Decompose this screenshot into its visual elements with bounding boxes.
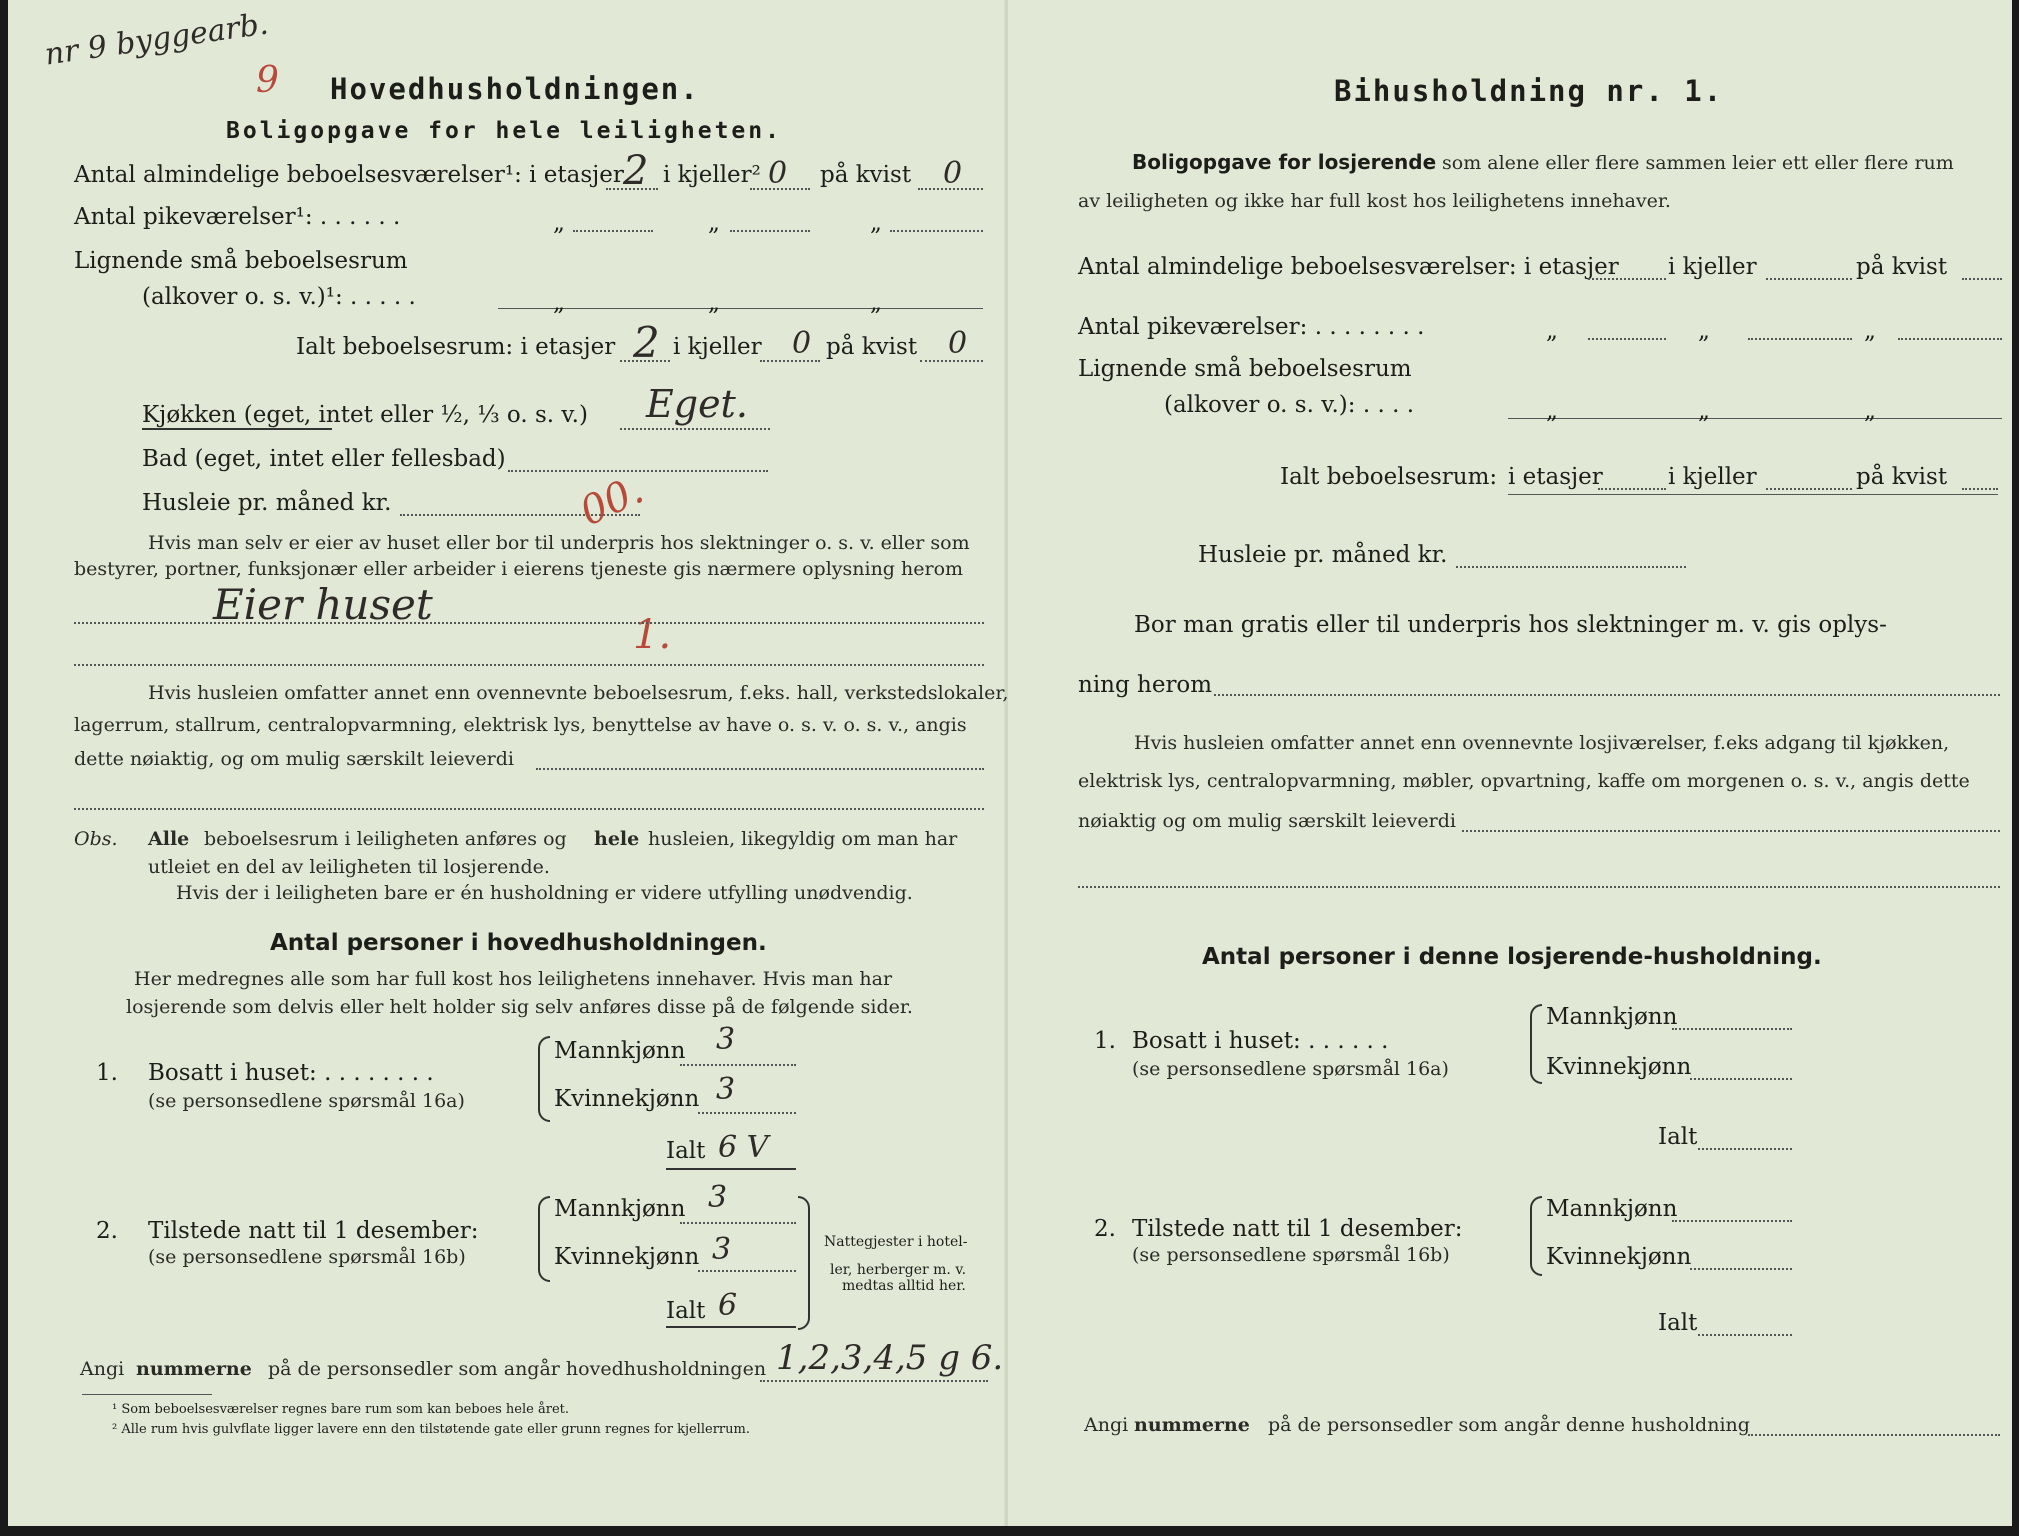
- eier-red-mark: 1.: [633, 612, 672, 658]
- q2-right-brace: [798, 1196, 810, 1330]
- obs-text: husleien, likegyldig om man har: [648, 828, 958, 850]
- r-gratis-text: Bor man gratis eller til underpris hos slektninger m. v. gis oplys-: [1134, 612, 1887, 638]
- q1-label: Bosatt i huset: . . . . . . . .: [148, 1060, 434, 1086]
- q2-mann-value[interactable]: 3: [708, 1180, 728, 1215]
- page-title: Hovedhusholdningen.: [330, 72, 700, 106]
- ditto-mark: „: [870, 210, 882, 236]
- ditto-mark: „: [1546, 318, 1558, 344]
- r-angi-text: nummerne: [1134, 1414, 1250, 1436]
- q2-ialt-label: Ialt: [666, 1298, 706, 1324]
- q1-kvinne-value[interactable]: 3: [716, 1072, 736, 1107]
- q1-ialt-label: Ialt: [666, 1138, 706, 1164]
- q2-sub: (se personsedlene spørsmål 16b): [148, 1246, 466, 1268]
- r-omfatter-text: nøiaktig og om mulig særskilt leieverdi: [1078, 810, 1456, 832]
- page-subtitle: Boligopgave for hele leiligheten.: [226, 118, 782, 144]
- rooms-row3-label-b: (alkover o. s. v.)¹: . . . . .: [142, 284, 416, 310]
- total-etasjer-value[interactable]: 2: [633, 318, 660, 367]
- ditto-mark: „: [870, 290, 882, 316]
- r-q2-mann-label: Mannkjønn: [1546, 1196, 1678, 1222]
- red-number: 9: [256, 60, 279, 101]
- ditto-mark: „: [708, 290, 720, 316]
- r-q2-kvinne-label: Kvinnekjønn: [1546, 1244, 1692, 1270]
- total-kjeller-label: i kjeller: [673, 334, 762, 360]
- r-row2-label: Antal pikeværelser: . . . . . . . .: [1078, 314, 1425, 340]
- r-q1-number: 1.: [1094, 1028, 1116, 1054]
- r-kjeller-label: i kjeller: [1668, 254, 1757, 280]
- obs-text: Alle: [148, 828, 190, 850]
- obs-text: hele: [594, 828, 640, 850]
- q2-note: medtas alltid her.: [842, 1278, 966, 1294]
- handwritten-top-note: nr 9 byggearb.: [42, 6, 271, 73]
- q1-sub: (se personsedlene spørsmål 16a): [148, 1090, 465, 1112]
- r-row3-label-a: Lignende små beboelsesrum: [1078, 356, 1412, 382]
- r-total-kvist-label: på kvist: [1856, 464, 1948, 490]
- r-q2-sub: (se personsedlene spørsmål 16b): [1132, 1244, 1450, 1266]
- persons-title: Antal personer i hovedhusholdningen.: [270, 930, 767, 956]
- ditto-mark: „: [708, 210, 720, 236]
- q2-ialt-value[interactable]: 6: [718, 1288, 738, 1323]
- r-row1-label: Antal almindelige beboelsesværelser: i etasjer: [1078, 254, 1619, 280]
- q2-number: 2.: [96, 1218, 118, 1244]
- eier-text: Hvis man selv er eier av huset eller bor til underpris hos slektninger o. s. v. eller som: [148, 532, 970, 554]
- r-omfatter-text: Hvis husleien omfatter annet enn ovennevnte losjiværelser, f.eks adgang til kjøkken,: [1134, 732, 1950, 754]
- ditto-mark: „: [1864, 318, 1876, 344]
- r-q1-brace: [1530, 1004, 1542, 1084]
- angi-value[interactable]: 1,2,3,4,5 g 6.: [776, 1338, 1004, 1378]
- ditto-mark: „: [1698, 398, 1710, 424]
- q2-label: Tilstede natt til 1 desember:: [148, 1218, 479, 1244]
- angi-text: på de personsedler som angår hovedhusholdningen: [268, 1358, 767, 1380]
- kjokken-label: Kjøkken (eget, intet eller ½, ⅓ o. s. v.): [142, 402, 588, 428]
- obs-text: beboelsesrum i leiligheten anføres og: [204, 828, 567, 850]
- rooms-kvist-value[interactable]: 0: [943, 156, 963, 191]
- r-q1-label: Bosatt i huset: . . . . . .: [1132, 1028, 1389, 1054]
- intro-text: som alene eller flere sammen leier ett eller flere rum: [1442, 152, 1954, 174]
- omfatter-text: dette nøiaktig, og om mulig særskilt leieverdi: [74, 748, 514, 770]
- r-q1-mann-label: Mannkjønn: [1546, 1004, 1678, 1030]
- q2-mann-label: Mannkjønn: [554, 1196, 686, 1222]
- r-angi-text: Angi: [1084, 1414, 1129, 1436]
- page-fold: [1004, 0, 1008, 1526]
- q2-note: Nattegjester i hotel-: [824, 1234, 968, 1250]
- q1-mann-label: Mannkjønn: [554, 1038, 686, 1064]
- intro-bold: Boligopgave for losjerende: [1132, 150, 1437, 174]
- q1-ialt-value[interactable]: 6 V: [718, 1130, 769, 1165]
- r-omfatter-text: elektrisk lys, centralopvarmning, møbler, opvartning, kaffe om morgenen o. s. v., angis dette: [1078, 770, 1970, 792]
- q2-kvinne-value[interactable]: 3: [712, 1232, 732, 1267]
- r-angi-text: på de personsedler som angår denne husholdning: [1268, 1414, 1750, 1436]
- r-q2-brace: [1530, 1196, 1542, 1276]
- angi-text: nummerne: [136, 1358, 252, 1380]
- rooms-row3-label-a: Lignende små beboelsesrum: [74, 248, 408, 274]
- bihus-title: Bihusholdning nr. 1.: [1334, 74, 1724, 108]
- r-kvist-label: på kvist: [1856, 254, 1948, 280]
- ditto-mark: „: [553, 210, 565, 236]
- footnote-2: ² Alle rum hvis gulvflate ligger lavere enn den tilstøtende gate eller grunn regnes for kjellerrum.: [112, 1422, 750, 1437]
- angi-text: Angi: [80, 1358, 125, 1380]
- total-kjeller-value[interactable]: 0: [792, 326, 812, 361]
- ditto-mark: „: [1698, 318, 1710, 344]
- right-page: [1018, 0, 2008, 1526]
- rooms-row1-label: Antal almindelige beboelsesværelser¹: i etasjer: [74, 162, 624, 188]
- r-q1-ialt-label: Ialt: [1658, 1124, 1698, 1150]
- r-q2-number: 2.: [1094, 1216, 1116, 1242]
- r-q2-ialt-label: Ialt: [1658, 1310, 1698, 1336]
- q2-brace: [538, 1196, 550, 1282]
- rooms-row2-label: Antal pikeværelser¹: . . . . . .: [74, 204, 401, 230]
- husleie-label: Husleie pr. måned kr.: [142, 490, 392, 516]
- census-form-sheet: [8, 0, 2012, 1526]
- eier-text: bestyrer, portner, funksjonær eller arbeider i eierens tjeneste gis nærmere oplysning herom: [74, 558, 964, 580]
- r-total-kjeller-label: i kjeller: [1668, 464, 1757, 490]
- ditto-mark: „: [553, 290, 565, 316]
- left-page: [8, 0, 1009, 1526]
- rooms-etasjer-value[interactable]: 2: [623, 148, 649, 194]
- rooms-kjeller-label: i kjeller²: [663, 162, 761, 188]
- obs-text: utleiet en del av leiligheten til losjerende.: [148, 856, 550, 878]
- r-q1-kvinne-label: Kvinnekjønn: [1546, 1054, 1692, 1080]
- r-husleie-label: Husleie pr. måned kr.: [1198, 542, 1448, 568]
- footnote-1: ¹ Som beboelsesværelser regnes bare rum som kan beboes hele året.: [112, 1402, 569, 1417]
- q1-mann-value[interactable]: 3: [716, 1022, 736, 1057]
- q2-kvinne-label: Kvinnekjønn: [554, 1244, 700, 1270]
- total-kvist-value[interactable]: 0: [948, 326, 968, 361]
- husleie-value[interactable]: 00.: [573, 466, 651, 536]
- persons-text: Her medregnes alle som har full kost hos leilighetens innehaver. Hvis man har: [134, 968, 893, 990]
- q2-note: ler, herberger m. v.: [830, 1262, 967, 1278]
- ditto-mark: „: [1546, 398, 1558, 424]
- r-q1-sub: (se personsedlene spørsmål 16a): [1132, 1058, 1449, 1080]
- omfatter-text: lagerrum, stallrum, centralopvarmning, elektrisk lys, benyttelse av have o. s. v. o. s. v., angis: [74, 714, 967, 736]
- intro-text: av leiligheten og ikke har full kost hos leilighetens innehaver.: [1078, 190, 1671, 212]
- r-q2-label: Tilstede natt til 1 desember:: [1132, 1216, 1463, 1242]
- kjokken-value[interactable]: Eget.: [646, 382, 748, 426]
- obs-text: Hvis der i leiligheten bare er én husholdning er videre utfylling unødvendig.: [176, 882, 913, 904]
- persons-text: losjerende som delvis eller helt holder sig selv anføres disse på de følgende sider.: [126, 996, 913, 1018]
- eier-value[interactable]: Eier huset: [213, 580, 433, 629]
- rooms-kvist-label: på kvist: [820, 162, 912, 188]
- r-total-label: Ialt beboelsesrum:: [1280, 464, 1498, 490]
- r-gratis-text: ning herom: [1078, 672, 1213, 698]
- r-total-etasjer-label: i etasjer: [1508, 464, 1603, 490]
- total-rooms-label: Ialt beboelsesrum: i etasjer: [296, 334, 616, 360]
- r-row3-label-b: (alkover o. s. v.): . . . .: [1164, 392, 1415, 418]
- total-kvist-label: på kvist: [826, 334, 918, 360]
- q1-kvinne-label: Kvinnekjønn: [554, 1086, 700, 1112]
- q1-brace: [538, 1036, 550, 1122]
- ditto-mark: „: [1864, 398, 1876, 424]
- r-persons-title: Antal personer i denne losjerende-husholdning.: [1202, 944, 1822, 970]
- bad-label: Bad (eget, intet eller fellesbad): [142, 446, 506, 472]
- obs-label: Obs.: [74, 828, 118, 850]
- omfatter-text: Hvis husleien omfatter annet enn ovennevnte beboelsesrum, f.eks. hall, verkstedslokaler,: [148, 682, 1009, 704]
- q1-number: 1.: [96, 1060, 118, 1086]
- rooms-kjeller-value[interactable]: 0: [768, 156, 788, 191]
